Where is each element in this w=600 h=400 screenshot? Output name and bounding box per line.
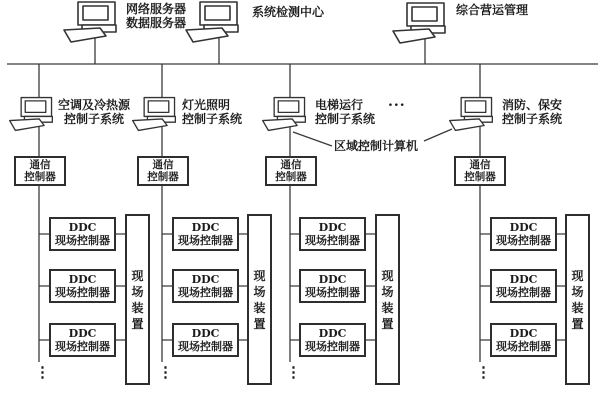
label-line: 通信	[469, 159, 491, 171]
label-line: 现场控制器	[55, 286, 110, 299]
label-line: 系统检测中心	[252, 5, 325, 19]
label-line: 现场控制器	[178, 234, 233, 247]
label-line: 控制子系统	[502, 111, 563, 126]
computer-icon	[261, 96, 307, 132]
computer-icon	[8, 96, 54, 132]
field-device-box	[247, 214, 272, 385]
label-line: 现场控制器	[305, 340, 360, 353]
label-line: 灯光照明	[182, 98, 231, 112]
field-device-box	[565, 214, 590, 385]
label-line: 现场控制器	[305, 286, 360, 299]
ddc-field-controller-box	[490, 323, 557, 357]
label-line: 电梯运行	[315, 98, 364, 112]
area-control-computer-label: 区域控制计算机	[334, 139, 419, 153]
label-line: 现场控制器	[496, 234, 551, 247]
label-line: 现场控制器	[178, 340, 233, 353]
label-line: 现场控制器	[55, 234, 110, 247]
computer-icon	[184, 1, 240, 43]
vertical-label: 现场装置	[381, 268, 394, 331]
subsystem-label-hvac	[54, 99, 134, 126]
continuation-ellipsis: ⋮	[35, 363, 50, 381]
label-line: 现场控制器	[55, 340, 110, 353]
label-line: 控制器	[275, 171, 307, 183]
top-node-label-integrated-operations	[456, 4, 528, 18]
label-line: 现场控制器	[496, 340, 551, 353]
label-line: DDC	[318, 327, 347, 340]
label-line: DDC	[191, 327, 220, 340]
top-node-label-system-monitor-center	[252, 6, 324, 20]
label-line: 控制器	[24, 171, 56, 183]
label-line: 控制器	[147, 171, 179, 183]
subsystem-label-lighting	[182, 99, 242, 126]
continuation-ellipsis: ⋮	[476, 363, 491, 381]
label-line: 控制子系统	[315, 111, 376, 126]
subsystem-label-elevator	[315, 99, 375, 126]
label-line: DDC	[509, 221, 538, 234]
label-line: 空调及冷热源	[57, 98, 130, 112]
label-line: DDC	[318, 221, 347, 234]
more-subsystems-ellipsis: ...	[388, 94, 406, 110]
field-device-box	[125, 214, 150, 385]
vertical-label: 现场装置	[131, 268, 144, 331]
label-line: 现场控制器	[178, 286, 233, 299]
label-line: 现场控制器	[305, 234, 360, 247]
label-line: 消防、保安	[502, 98, 563, 112]
label-line: 通信	[280, 159, 302, 171]
label-line: DDC	[68, 327, 97, 340]
ddc-field-controller-box	[49, 269, 116, 303]
label-line: DDC	[509, 273, 538, 286]
ddc-field-controller-box	[49, 323, 116, 357]
ddc-field-controller-box	[49, 217, 116, 251]
label-line: DDC	[509, 327, 538, 340]
computer-icon	[131, 96, 177, 132]
label-line: DDC	[191, 273, 220, 286]
label-line: 控制器	[464, 171, 496, 183]
ddc-field-controller-box	[490, 217, 557, 251]
label-line: 数据服务器	[126, 15, 187, 30]
label-line: DDC	[68, 273, 97, 286]
label-line: DDC	[191, 221, 220, 234]
computer-icon	[448, 96, 494, 132]
label-line: DDC	[318, 273, 347, 286]
vertical-label: 现场装置	[571, 268, 584, 331]
label-line: DDC	[68, 221, 97, 234]
field-device-box	[375, 214, 400, 385]
ddc-field-controller-box	[172, 269, 239, 303]
ddc-field-controller-box	[299, 269, 366, 303]
top-node-label-network-data-server	[126, 3, 186, 30]
ddc-field-controller-box	[299, 217, 366, 251]
comm-controller-box	[265, 156, 317, 186]
ddc-field-controller-box	[490, 269, 557, 303]
comm-controller-box	[454, 156, 506, 186]
comm-controller-box	[14, 156, 66, 186]
vertical-label: 现场装置	[253, 268, 266, 331]
subsystem-label-fire-security	[502, 99, 562, 126]
label-line: 网络服务器	[126, 2, 187, 16]
computer-icon	[62, 1, 118, 43]
label-line: 控制子系统	[182, 111, 243, 126]
label-line: 现场控制器	[496, 286, 551, 299]
computer-icon	[391, 2, 447, 44]
comm-controller-box	[137, 156, 189, 186]
label-line: 通信	[29, 159, 51, 171]
ddc-field-controller-box	[172, 217, 239, 251]
continuation-ellipsis: ⋮	[286, 363, 301, 381]
ddc-field-controller-box	[299, 323, 366, 357]
label-line: 控制子系统	[63, 111, 124, 126]
label-line: 综合营运管理	[456, 3, 529, 17]
ddc-field-controller-box	[172, 323, 239, 357]
continuation-ellipsis: ⋮	[158, 363, 173, 381]
label-line: 通信	[152, 159, 174, 171]
